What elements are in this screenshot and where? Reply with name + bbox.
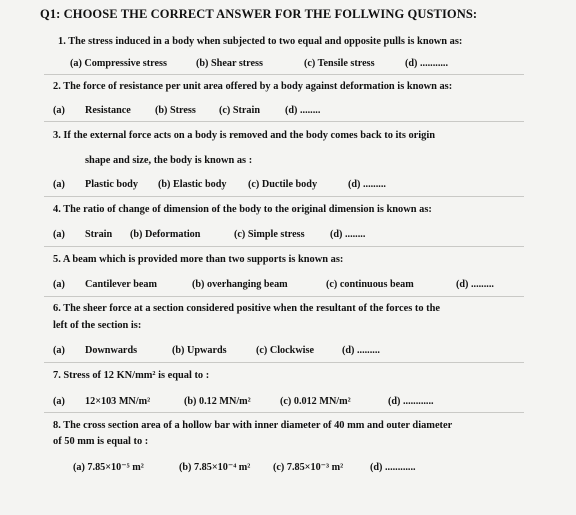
question-2-option-a: Resistance [85,105,131,116]
question-2-option-c: (c) Strain [219,105,261,116]
divider [44,74,524,75]
question-2-option-b: (b) Stress [155,105,196,116]
question-3-option-d: (d) ......... [348,179,386,190]
question-4-option-c: (c) Simple stress [234,229,305,240]
question-6-option-c: (c) Clockwise [256,345,314,356]
divider [44,196,524,197]
question-3-option-a: Plastic body [85,179,138,190]
question-6-option-d: (d) ......... [342,345,380,356]
divider [44,246,524,247]
question-4-option-a-marker: (a) [53,229,65,240]
question-1-option-b: (b) Shear stress [196,58,263,69]
question-6-text-line-2: left of the section is: [53,320,142,331]
question-5-text: 5. A beam which is provided more than two supports is known as: [53,254,344,265]
question-2-option-a-marker: (a) [53,105,65,116]
question-4-text: 4. The ratio of change of dimension of the body to the original dimension is known as: [53,204,432,215]
question-6-option-b: (b) Upwards [172,345,227,356]
question-4-option-d: (d) ........ [330,229,366,240]
page-title: Q1: CHOOSE THE CORRECT ANSWER FOR THE FOLLWING QUSTIONS: [40,7,478,21]
question-5-option-d: (d) ......... [456,279,494,290]
question-7-option-d: (d) ............ [388,396,434,407]
question-3-text-line-1: 3. If the external force acts on a body is removed and the body comes back to its origin [53,130,436,141]
question-1-option-d: (d) ........... [405,58,449,69]
question-8-option-b: (b) 7.85×10⁻⁴ m² [179,462,251,473]
question-6-option-a-marker: (a) [53,345,65,356]
question-8-option-a: (a) 7.85×10⁻⁵ m² [73,462,144,473]
question-2-text: 2. The force of resistance per unit area offered by a body against deformation is known as: [53,81,453,92]
question-1-option-a: (a) Compressive stress [70,58,167,69]
question-3-option-a-marker: (a) [53,179,65,190]
question-7-option-a: 12×103 MN/m² [85,396,151,407]
question-8-text-line-2: of 50 mm is equal to : [53,436,149,447]
divider [44,121,524,122]
question-5-option-b: (b) overhanging beam [192,279,288,290]
question-2-option-d: (d) ........ [285,105,321,116]
divider [44,296,524,297]
question-5-option-a: Cantilever beam [85,279,157,290]
question-3-option-c: (c) Ductile body [248,179,318,190]
divider [44,412,524,413]
question-5-option-c: (c) continuous beam [326,279,414,290]
question-8-text-line-1: 8. The cross section area of a hollow bar with inner diameter of 40 mm and outer diameter [53,420,453,431]
question-7-option-c: (c) 0.012 MN/m² [280,396,351,407]
question-4-option-a: Strain [85,229,113,240]
question-7-option-b: (b) 0.12 MN/m² [184,396,251,407]
divider [44,362,524,363]
question-8-option-c: (c) 7.85×10⁻³ m² [273,462,344,473]
question-7-text: 7. Stress of 12 KN/mm² is equal to : [53,370,210,381]
question-7-option-a-marker: (a) [53,396,65,407]
question-1-text: 1. The stress induced in a body when subjected to two equal and opposite pulls is known as: [58,36,463,47]
question-3-text-line-2: shape and size, the body is known as : [85,155,253,166]
question-1-option-c: (c) Tensile stress [304,58,375,69]
question-5-option-a-marker: (a) [53,279,65,290]
question-4-option-b: (b) Deformation [130,229,201,240]
question-3-option-b: (b) Elastic body [158,179,227,190]
question-6-option-a: Downwards [85,345,138,356]
question-8-option-d: (d) ............ [370,462,416,473]
question-6-text-line-1: 6. The sheer force at a section considered positive when the resultant of the forces to the [53,303,441,314]
